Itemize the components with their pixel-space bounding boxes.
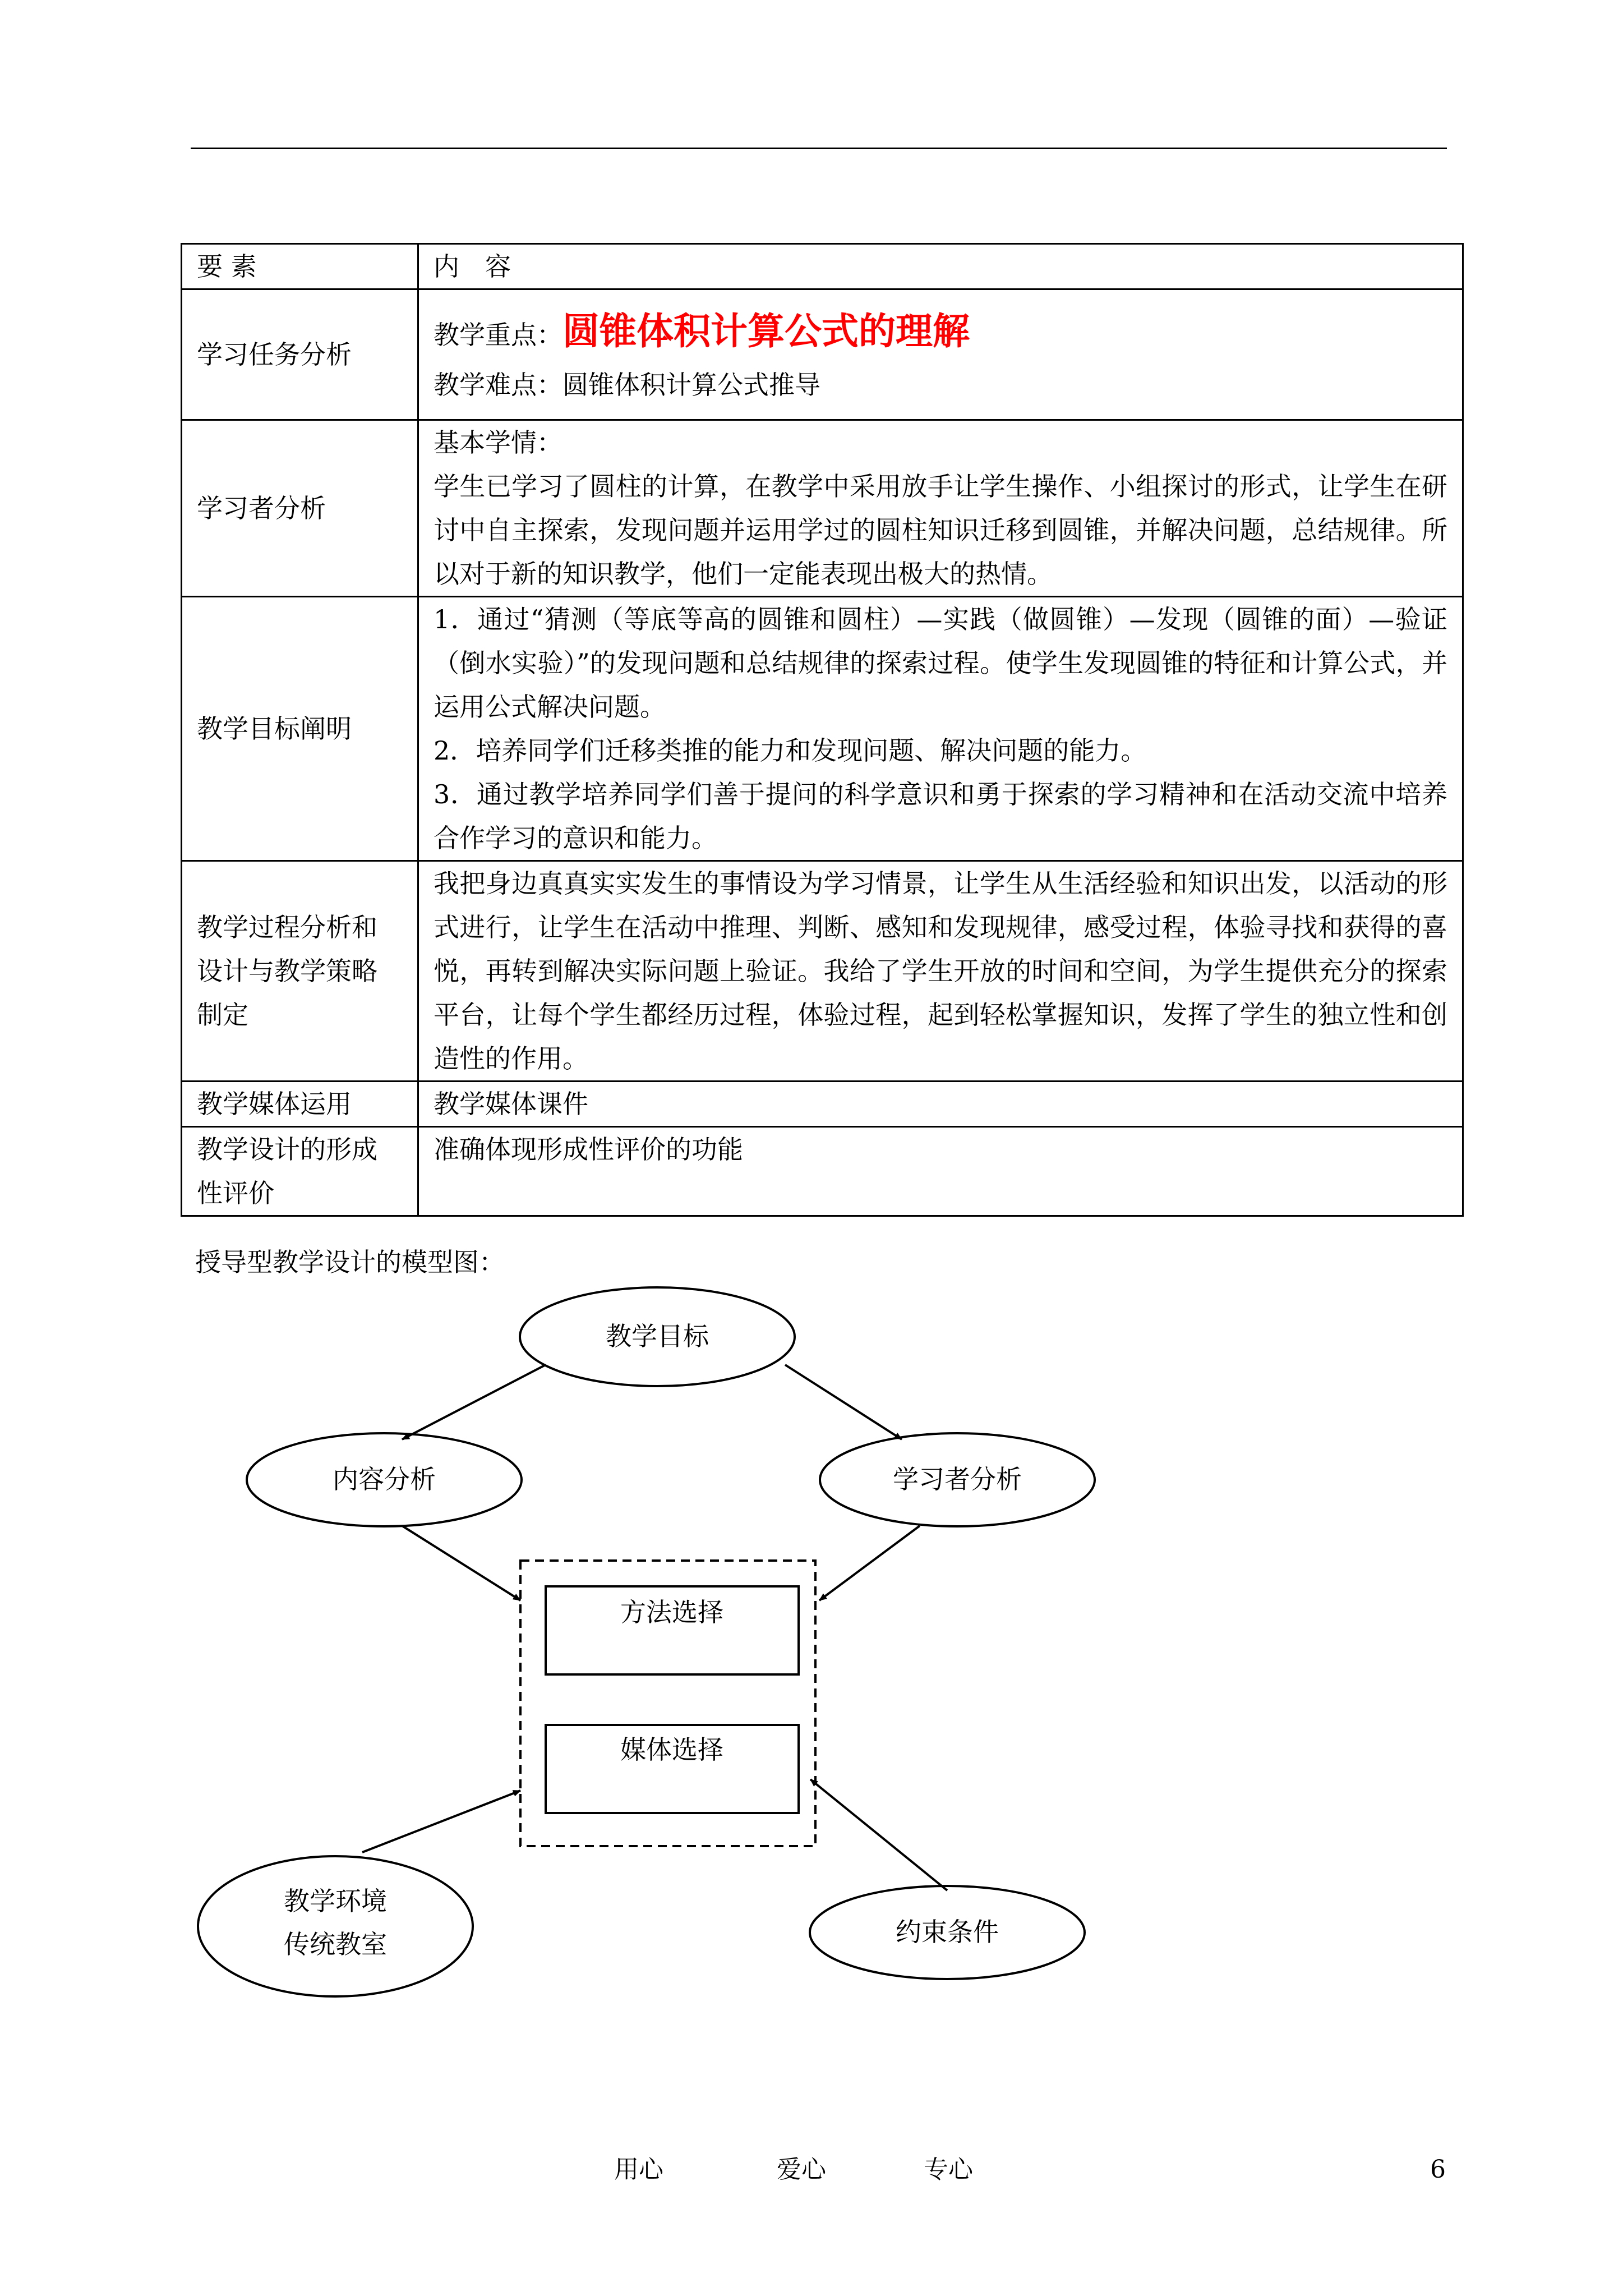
table-row [182,420,1463,597]
difficult-point: 教学难点：圆锥体积计算公式推导 [434,369,820,400]
key-point-value: 圆锥体积计算公式的理解 [562,309,970,353]
arrow-goal-to-learner [785,1365,902,1439]
lesson-design-table [181,243,1464,1217]
environment-label-line1: 教学环境 [284,1886,387,1916]
media-label: 媒体选择 [620,1734,723,1765]
arrow-environment-to-group [362,1791,520,1852]
arrow-goal-to-content [402,1365,546,1439]
footer-motto-1: 用心 [614,2155,663,2184]
row-content [418,597,1463,861]
footer-motto-3: 专心 [924,2155,973,2184]
row-content: 准确体现形成性评价的功能 [418,1127,1463,1216]
constraint-label: 约束条件 [896,1917,999,1947]
table-row [182,289,1463,420]
diagram-caption: 授导型教学设计的模型图： [195,1247,505,1277]
header-cell-content: 内 容 [418,244,1463,289]
environment-label-line2: 传统教室 [284,1929,387,1959]
header-rule [191,148,1447,149]
objective-item: 1．通过“猜测（等底等高的圆锥和圆柱）—实践（做圆锥）—发现（圆锥的面）—验证（倒水实验）”的发现问题和总结规律的探索过程。使学生发现圆锥的特征和计算公式，并运用公式解决问题。 [434,604,1447,722]
goal-label: 教学目标 [606,1321,709,1351]
method-label: 方法选择 [620,1597,723,1627]
table-header-row [182,244,1463,289]
learner-label: 学习者分析 [893,1464,1022,1494]
footer-motto-2: 爱心 [777,2155,826,2184]
row-content: 教学媒体课件 [418,1082,1463,1127]
teaching-model-diagram [0,1285,1623,2081]
key-point [434,303,1447,363]
header-cell-elements: 要 素 [182,244,418,289]
page-number: 6 [1430,2155,1446,2184]
row-content [418,420,1463,597]
arrow-content-to-group [402,1526,520,1600]
row-label: 学习任务分析 [182,289,418,420]
environment-node [198,1856,473,1996]
arrow-constraint-to-group [810,1779,947,1890]
arrow-learner-to-group [819,1526,920,1600]
table-row [182,1082,1463,1127]
objective-item: 2．培养同学们迁移类推的能力和发现问题、解决问题的能力。 [434,735,1147,766]
row-label: 学习者分析 [182,420,418,597]
objective-item: 3．通过教学培养同学们善于提问的科学意识和勇于探索的学习精神和在活动交流中培养合作学习的意识和能力。 [434,779,1447,853]
learner-title: 基本学情： [434,427,562,458]
table-row [182,1127,1463,1216]
row-label: 教学媒体运用 [182,1082,418,1127]
row-label: 教学目标阐明 [182,597,418,861]
content-label: 内容分析 [333,1464,436,1494]
row-content [418,289,1463,420]
row-label: 教学设计的形成性评价 [182,1127,418,1216]
row-label: 教学过程分析和设计与教学策略制定 [182,861,418,1082]
table-row [182,597,1463,861]
table-row [182,861,1463,1082]
learner-text: 学生已学习了圆柱的计算，在教学中采用放手让学生操作、小组探讨的形式，让学生在研讨中自主探索，发现问题并运用学过的圆柱知识迁移到圆锥，并解决问题，总结规律。所以对于新的知识教学，他们一定能表现出极大的热情。 [434,471,1447,589]
row-content: 我把身边真真实实发生的事情设为学习情景，让学生从生活经验和知识出发，以活动的形式进行，让学生在活动中推理、判断、感知和发现规律，感受过程，体验寻找和获得的喜悦，再转到解决实际问题上验证。我给了学生开放的时间和空间，为学生提供充分的探索平台，让每个学生都经历过程，体验过程，起到轻松掌握知识，发挥了学生的独立性和创造性的作用。 [418,861,1463,1082]
key-point-label: 教学重点： [434,319,562,350]
